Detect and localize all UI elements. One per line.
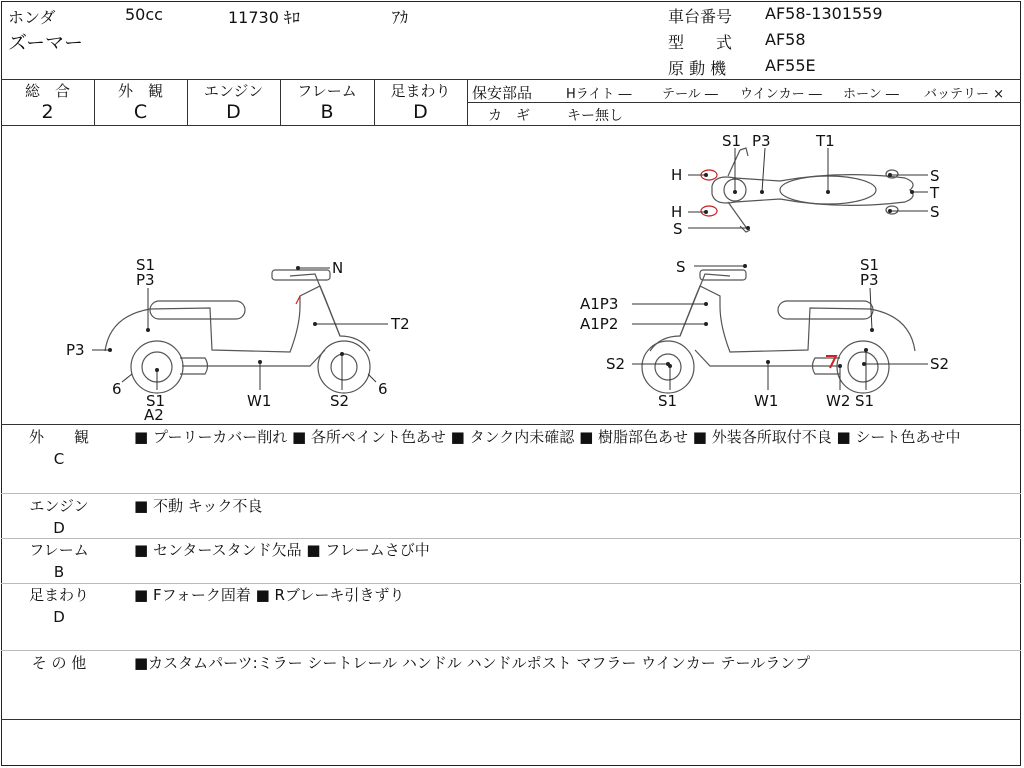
grade-engine-value: D	[226, 101, 241, 123]
key-value: キー無し	[567, 108, 623, 124]
label-right-s1-top: S1	[860, 256, 880, 274]
grade-exterior-value: C	[133, 101, 148, 123]
grade-suspension-value: D	[413, 101, 428, 123]
label-left-p3-left: P3	[66, 341, 85, 359]
label-top-p3: P3	[752, 132, 771, 150]
label-left-t2: T2	[391, 315, 410, 333]
label-left-w1: W1	[247, 392, 272, 410]
safety-winker: ウインカー ―	[740, 87, 822, 102]
label-top-t-r: T	[930, 184, 940, 202]
label-left-s1-bot: S1	[146, 392, 166, 410]
label-right-w1: W1	[754, 392, 779, 410]
divider	[1, 493, 1021, 494]
model-name: ズーマー	[8, 32, 84, 54]
label-right-p3-top: P3	[860, 271, 879, 289]
note-other-text: ■カスタムパーツ:ミラー シートレール ハンドル ハンドルポスト マフラー ウインカー テールランプ	[134, 654, 811, 672]
engine-value: AF55E	[765, 56, 816, 75]
key-label: カ ギ	[488, 108, 530, 124]
label-left-s1-top: S1	[136, 256, 156, 274]
label-top-h1: H	[671, 166, 683, 184]
label-top-h2: H	[671, 203, 683, 221]
color: ｱｶ	[392, 8, 409, 27]
type-label: 型 式	[668, 33, 733, 52]
safety-headlight: Hライト ―	[566, 87, 632, 102]
label-left-s2: S2	[330, 392, 350, 410]
mileage: 11730 ｷﾛ	[228, 8, 300, 27]
maker: ホンダ	[8, 8, 56, 27]
grade-suspension-label: 足まわり	[390, 82, 451, 100]
label-right-s-top: S	[676, 258, 686, 276]
divider	[467, 79, 468, 125]
label-right-s2-right: S2	[930, 355, 950, 373]
note-exterior-label: 外 観 C	[28, 428, 89, 468]
divider	[1, 650, 1021, 651]
frame-no: AF58-1301559	[765, 4, 883, 23]
label-right-a1p3: A1P3	[580, 295, 619, 313]
safety-parts-label: 保安部品	[472, 84, 533, 102]
scooter-diagram	[0, 126, 1024, 426]
divider	[467, 102, 1021, 103]
scooter-top-view	[701, 148, 913, 232]
grade-total-value: 2	[41, 101, 54, 123]
label-top-s-r2: S	[930, 203, 940, 221]
note-suspension-text: ■ Fフォーク固着 ■ Rブレーキ引きずり	[134, 586, 405, 604]
note-other-label: そ の 他	[31, 654, 87, 672]
grade-frame-value: B	[320, 101, 334, 123]
note-engine-text: ■ 不動 キック不良	[134, 497, 263, 515]
label-right-s1-bot2: S1	[855, 392, 875, 410]
safety-horn: ホーン ―	[843, 87, 899, 102]
note-engine-label: エンジン D	[29, 497, 89, 537]
grade-frame-label: フレーム	[297, 82, 357, 100]
label-top-s1: S1	[722, 132, 742, 150]
frame-no-label: 車台番号	[668, 7, 733, 26]
safety-battery: バッテリー ×	[924, 87, 1005, 102]
grade-exterior-label: 外 観	[117, 82, 163, 100]
label-top-t1: T1	[816, 132, 835, 150]
label-top-s-bottom: S	[673, 220, 683, 238]
grade-engine-label: エンジン	[203, 82, 264, 100]
label-left-6-left: 6	[112, 380, 122, 398]
note-frame-label: フレーム B	[29, 541, 89, 581]
note-suspension-label: 足まわり D	[28, 586, 89, 626]
label-right-s1-bot: S1	[658, 392, 678, 410]
note-frame-text: ■ センタースタンド欠品 ■ フレームさび中	[134, 541, 430, 559]
divider	[1, 719, 1021, 720]
grade-total-label: 総 合	[24, 82, 70, 100]
label-right-a1p2: A1P2	[580, 315, 619, 333]
divider	[1, 424, 1021, 425]
note-exterior-text: ■ プーリーカバー削れ ■ 各所ペイント色あせ ■ タンク内未確認 ■ 樹脂部色あせ ■ 外装各所取付不良 ■ シート色あせ中	[134, 428, 961, 446]
type-value: AF58	[765, 30, 806, 49]
safety-taillight: テール ―	[662, 87, 718, 102]
label-right-w2: W2	[826, 392, 851, 410]
label-left-p3-top: P3	[136, 271, 155, 289]
label-left-a2: A2	[144, 406, 164, 424]
label-right-s2-left: S2	[606, 355, 626, 373]
label-left-6-right: 6	[378, 380, 388, 398]
label-top-s-r1: S	[930, 167, 940, 185]
displacement: 50cc	[125, 5, 163, 24]
label-left-n: N	[332, 259, 344, 277]
engine-label: 原 動 機	[668, 59, 727, 78]
